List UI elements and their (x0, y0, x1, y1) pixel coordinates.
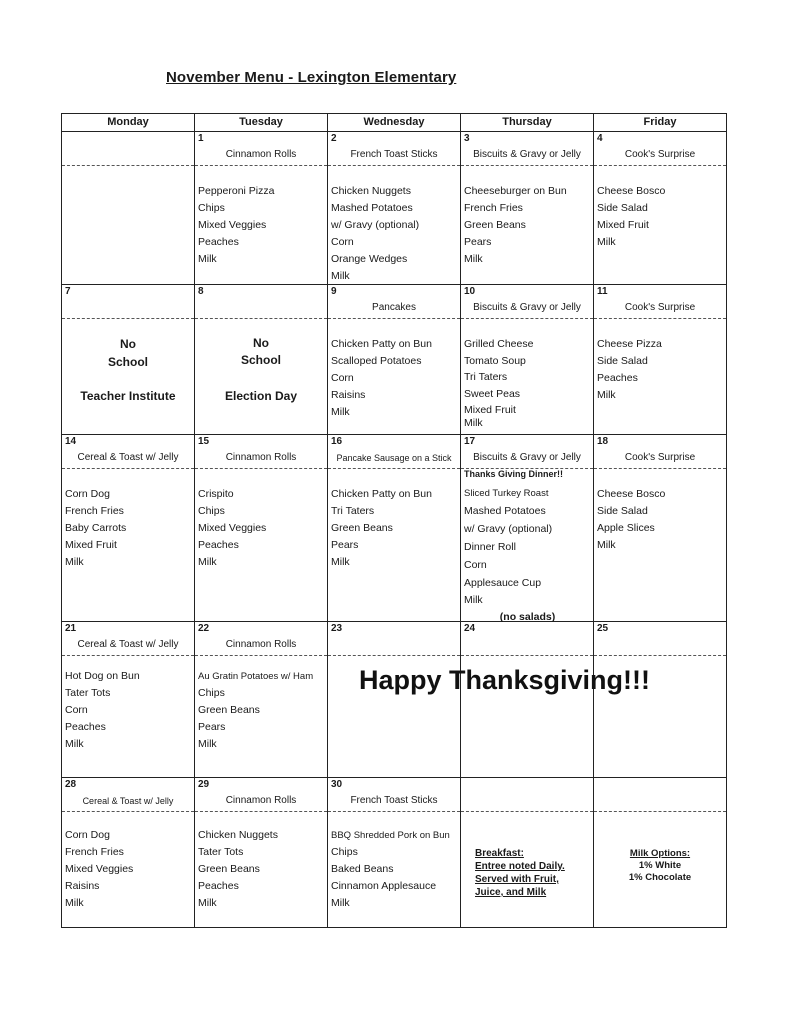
no-school-label: School (240, 353, 281, 367)
lunch-item: Mixed Fruit (65, 539, 117, 551)
no-school-label: No (253, 336, 269, 350)
lunch-item: Cheese Pizza (597, 338, 662, 350)
lunch-item: Cinnamon Applesauce (331, 880, 437, 892)
lunch-item: Milk (597, 389, 616, 401)
lunch-item: Milk (65, 897, 84, 909)
day-cell (594, 435, 726, 621)
lunch-item: Peaches (198, 880, 239, 892)
day-header-bar (328, 778, 460, 812)
day-number: 25 (597, 623, 609, 634)
day-cell (594, 132, 726, 284)
lunch-item: Side Salad (597, 355, 648, 367)
day-header-bar (195, 132, 327, 166)
day-cell (328, 285, 461, 434)
breakfast-item: Pancakes (372, 302, 416, 313)
breakfast-item: Cook's Surprise (624, 149, 696, 160)
lunch-item: Milk (198, 738, 217, 750)
breakfast-item: Cereal & Toast w/ Jelly (77, 639, 179, 650)
day-number: 17 (464, 436, 476, 447)
lunch-item: Peaches (198, 236, 239, 248)
lunch-item: Sliced Turkey Roast (464, 488, 549, 499)
day-number: 4 (597, 133, 603, 144)
lunch-items (331, 336, 458, 421)
day-header-bar (594, 285, 726, 319)
lunch-item: Crispito (198, 488, 234, 500)
lunch-items (65, 668, 192, 753)
lunch-items (331, 827, 458, 912)
lunch-item: Milk (464, 253, 483, 265)
day-header-bar (328, 435, 460, 469)
header-monday: Monday (62, 114, 195, 131)
milk-option: 1% White (638, 860, 682, 871)
lunch-item: Tater Tots (198, 846, 244, 858)
lunch-item: Chips (198, 202, 225, 214)
day-cell (195, 435, 328, 621)
lunch-item: Milk (331, 406, 350, 418)
day-header-bar (461, 622, 593, 656)
day-cell (328, 622, 461, 777)
lunch-item: French Fries (464, 202, 523, 214)
lunch-item: Milk (198, 253, 217, 265)
day-number: 8 (198, 286, 204, 297)
lunch-items (597, 183, 724, 251)
day-number: 3 (464, 133, 470, 144)
day-header-bar (328, 285, 460, 319)
lunch-item: Green Beans (331, 522, 393, 534)
lunch-items (597, 336, 724, 404)
lunch-item: Cheeseburger on Bun (464, 185, 567, 197)
breakfast-item: Cook's Surprise (624, 302, 696, 313)
lunch-items (464, 485, 591, 626)
milk-option: 1% Chocolate (628, 872, 692, 883)
header-tuesday: Tuesday (195, 114, 328, 131)
lunch-item: Mixed Fruit (464, 403, 516, 416)
day-number: 7 (65, 286, 71, 297)
lunch-item: Milk (464, 416, 483, 429)
day-header-bar (461, 285, 593, 319)
breakfast-item: Pancake Sausage on a Stick (336, 453, 452, 463)
lunch-item: Raisins (65, 880, 100, 892)
day-cell (62, 132, 195, 284)
lunch-item: Pears (331, 539, 359, 551)
lunch-item: Mixed Veggies (65, 863, 134, 875)
day-header-bar (62, 435, 194, 469)
lunch-item: Milk (331, 556, 350, 568)
no-school-reason: Teacher Institute (80, 389, 176, 403)
lunch-item: Milk (198, 897, 217, 909)
lunch-item: Orange Wedges (331, 253, 408, 265)
lunch-item: Mashed Potatoes (464, 505, 546, 517)
day-header-bar (594, 778, 726, 812)
day-header-bar (62, 285, 194, 319)
day-header-bar (62, 778, 194, 812)
lunch-item: Milk (464, 594, 483, 606)
day-cell (461, 285, 594, 434)
lunch-item: Grilled Cheese (464, 338, 534, 350)
lunch-item: Milk (331, 897, 350, 909)
lunch-items (464, 183, 591, 268)
day-cell (328, 778, 461, 927)
lunch-item: Mixed Veggies (198, 219, 267, 231)
lunch-item: Mashed Potatoes (331, 202, 413, 214)
breakfast-item: French Toast Sticks (350, 795, 438, 806)
lunch-item: Corn Dog (65, 488, 110, 500)
day-header-bar (461, 132, 593, 166)
breakfast-note-line: Entree noted Daily. (475, 861, 565, 872)
lunch-item: Dinner Roll (464, 541, 516, 553)
lunch-item: Chips (198, 505, 225, 517)
lunch-items (464, 336, 591, 430)
day-cell (594, 622, 726, 777)
lunch-item: Tater Tots (65, 687, 111, 699)
lunch-item: Applesauce Cup (464, 577, 542, 589)
day-number: 10 (464, 286, 476, 297)
week-row-4 (62, 622, 726, 778)
lunch-item: Tri Taters (464, 371, 508, 384)
lunch-item: Milk (65, 738, 84, 750)
lunch-item: Au Gratin Potatoes w/ Ham (198, 671, 314, 682)
no-salads-note: (no salads) (499, 611, 556, 623)
header-thursday: Thursday (461, 114, 594, 131)
lunch-item: Apple Slices (597, 522, 655, 534)
lunch-item: Milk (331, 270, 350, 282)
lunch-item: Cheese Bosco (597, 185, 666, 197)
week-row-1 (62, 132, 726, 285)
breakfast-note-line: Breakfast: (475, 848, 524, 859)
day-cell (594, 778, 726, 927)
lunch-item: French Fries (65, 846, 124, 858)
lunch-item: Chips (331, 846, 358, 858)
day-header-bar (328, 132, 460, 166)
day-number: 2 (331, 133, 337, 144)
day-number: 9 (331, 286, 337, 297)
day-header-bar (195, 622, 327, 656)
day-number: 24 (464, 623, 476, 634)
lunch-items (597, 486, 724, 554)
lunch-item: Green Beans (464, 219, 526, 231)
lunch-item: Baked Beans (331, 863, 394, 875)
lunch-item: Side Salad (597, 202, 648, 214)
day-header-bar (195, 778, 327, 812)
day-number: 30 (331, 779, 343, 790)
day-number: 11 (597, 286, 608, 297)
day-header-bar (62, 622, 194, 656)
lunch-items (198, 668, 325, 753)
lunch-item: Corn (464, 559, 487, 571)
breakfast-item: Cereal & Toast w/ Jelly (82, 796, 174, 806)
milk-options-note (594, 848, 726, 884)
lunch-item: Chips (198, 687, 225, 699)
breakfast-item: Biscuits & Gravy or Jelly (473, 149, 581, 160)
lunch-item: Corn (65, 704, 88, 716)
lunch-item: w/ Gravy (optional) (464, 523, 553, 535)
breakfast-note-line: Served with Fruit, (475, 874, 559, 885)
lunch-item: Milk (597, 236, 616, 248)
breakfast-item: Cook's Surprise (624, 452, 696, 463)
lunch-item: Peaches (65, 721, 106, 733)
day-cell (461, 132, 594, 284)
day-header-bar (461, 778, 593, 812)
lunch-item: Milk (597, 539, 616, 551)
lunch-item: Milk (198, 556, 217, 568)
day-cell (328, 132, 461, 284)
day-number: 22 (198, 623, 210, 634)
lunch-items (198, 183, 325, 268)
breakfast-item: Biscuits & Gravy or Jelly (473, 302, 581, 313)
day-cell (195, 622, 328, 777)
day-header-bar (594, 435, 726, 469)
day-number: 23 (331, 623, 343, 634)
lunch-item: Tri Taters (331, 505, 375, 517)
header-wednesday: Wednesday (328, 114, 461, 131)
weekday-header-row (62, 114, 726, 132)
page-title: November Menu - Lexington Elementary (166, 69, 457, 86)
day-header-bar (195, 435, 327, 469)
lunch-item: Chicken Nuggets (198, 829, 278, 841)
day-cell (195, 778, 328, 927)
lunch-item: Mixed Veggies (198, 522, 267, 534)
breakfast-item: Cereal & Toast w/ Jelly (77, 452, 179, 463)
lunch-items (331, 183, 458, 285)
day-number: 15 (198, 436, 210, 447)
breakfast-item: Cinnamon Rolls (225, 639, 297, 650)
lunch-item: Corn (331, 236, 354, 248)
lunch-item: Pepperoni Pizza (198, 185, 275, 197)
lunch-items (331, 486, 458, 571)
day-header-bar (62, 132, 194, 166)
breakfast-note-line: Juice, and Milk (475, 887, 547, 898)
lunch-item: w/ Gravy (optional) (331, 219, 420, 231)
day-header-bar (594, 132, 726, 166)
lunch-item: Chicken Nuggets (331, 185, 411, 197)
day-number: 28 (65, 779, 77, 790)
lunch-items (198, 486, 325, 571)
day-cell (62, 622, 195, 777)
day-number: 16 (331, 436, 343, 447)
lunch-item: Raisins (331, 389, 366, 401)
lunch-item: Cheese Bosco (597, 488, 666, 500)
no-school-label: School (107, 355, 148, 369)
day-cell (461, 435, 594, 621)
special-meal-label: Thanks Giving Dinner!! (464, 469, 564, 479)
day-number: 21 (65, 623, 77, 634)
lunch-item: Peaches (198, 539, 239, 551)
lunch-item: Baby Carrots (65, 522, 127, 534)
day-cell (594, 285, 726, 434)
breakfast-item: Cinnamon Rolls (225, 149, 297, 160)
day-header-bar (195, 285, 327, 319)
breakfast-item: Cinnamon Rolls (225, 452, 297, 463)
lunch-item: Chicken Patty on Bun (331, 488, 432, 500)
day-cell (461, 778, 594, 927)
week-row-3 (62, 435, 726, 622)
lunch-item: Corn (331, 372, 354, 384)
lunch-items (65, 486, 192, 571)
lunch-item: Pears (464, 236, 492, 248)
day-header-bar (461, 435, 593, 469)
day-cell (62, 285, 195, 434)
day-cell (195, 285, 328, 434)
day-cell (328, 435, 461, 621)
day-cell (62, 435, 195, 621)
day-number: 14 (65, 436, 77, 447)
lunch-item: BBQ Shredded Pork on Bun (331, 830, 450, 841)
breakfast-item: Cinnamon Rolls (225, 795, 297, 806)
lunch-item: Chicken Patty on Bun (331, 338, 432, 350)
day-number: 18 (597, 436, 609, 447)
lunch-item: Milk (65, 556, 84, 568)
milk-options-title: Milk Options: (629, 848, 691, 859)
menu-table (61, 113, 727, 928)
week-row-5 (62, 778, 726, 927)
lunch-item: Tomato Soup (464, 354, 526, 367)
week-row-2 (62, 285, 726, 435)
lunch-items (198, 827, 325, 912)
lunch-item: Sweet Peas (464, 388, 521, 401)
lunch-item: Mixed Fruit (597, 219, 649, 231)
lunch-item: Side Salad (597, 505, 648, 517)
day-number: 29 (198, 779, 210, 790)
lunch-item: Green Beans (198, 704, 260, 716)
lunch-items (65, 827, 192, 912)
holiday-banner: Happy Thanksgiving!!! (359, 665, 651, 695)
breakfast-item: Biscuits & Gravy or Jelly (473, 452, 581, 463)
lunch-item: Peaches (597, 372, 638, 384)
day-number: 1 (198, 133, 204, 144)
day-header-bar (328, 622, 460, 656)
no-school-reason: Election Day (224, 389, 298, 403)
day-header-bar (594, 622, 726, 656)
day-cell (62, 778, 195, 927)
breakfast-item: French Toast Sticks (350, 149, 438, 160)
day-cell (195, 132, 328, 284)
lunch-item: Green Beans (198, 863, 260, 875)
lunch-item: Corn Dog (65, 829, 110, 841)
lunch-item: French Fries (65, 505, 124, 517)
no-school-label: No (120, 337, 136, 351)
breakfast-note (475, 847, 593, 899)
lunch-item: Scalloped Potatoes (331, 355, 422, 367)
lunch-item: Hot Dog on Bun (65, 670, 140, 682)
lunch-item: Pears (198, 721, 226, 733)
day-cell (461, 622, 594, 777)
header-friday: Friday (643, 116, 677, 128)
